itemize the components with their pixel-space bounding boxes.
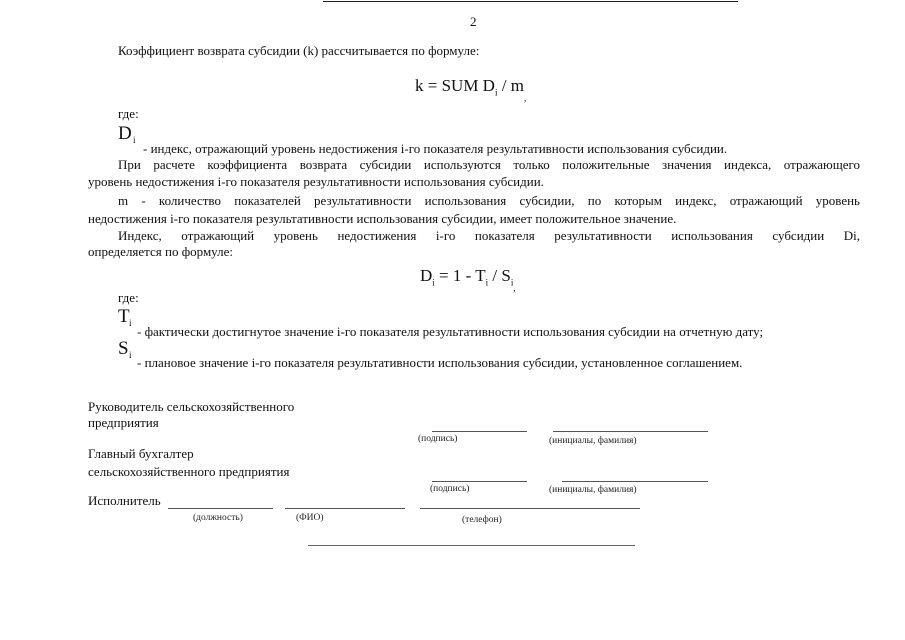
para2-line1: m - количество показателей результативности использования субсидии, по которым индекс, отражающий уровень bbox=[118, 193, 860, 208]
executor-position-caption: (должность) bbox=[193, 513, 243, 523]
head-initials-caption: (инициалы, фамилия) bbox=[549, 436, 637, 446]
si-symbol: S bbox=[118, 338, 129, 359]
para3-line1: Индекс, отражающий уровень недостижения i-го показателя результативности использования субсидии Di, bbox=[118, 228, 860, 243]
head-initials-line bbox=[553, 431, 708, 432]
where-label-2: где: bbox=[118, 290, 139, 305]
formula-k-rhs: / m bbox=[497, 76, 524, 95]
para3-line2: определяется по формуле: bbox=[88, 244, 233, 259]
formula-d-d: D bbox=[420, 266, 433, 285]
accountant-initials-line bbox=[562, 481, 708, 482]
executor-name-caption: (ФИО) bbox=[296, 513, 324, 523]
di-sub: i bbox=[133, 135, 136, 145]
accountant-initials-caption: (инициалы, фамилия) bbox=[549, 485, 637, 495]
formula-d-dsub: i bbox=[432, 277, 435, 288]
formula-d-mid: = 1 - T bbox=[434, 266, 486, 285]
para2-line2: недостижения i-го показателя результативности использования субсидии, имеет положительное значение. bbox=[88, 211, 677, 226]
para1-line1: При расчете коэффициента возврата субсидии используются только положительные значения индекса, отражающего bbox=[118, 157, 860, 172]
executor-label: Исполнитель bbox=[88, 493, 161, 508]
formula-d-tsub: i bbox=[485, 277, 489, 288]
formula-d-div: / S bbox=[488, 266, 511, 285]
formula-d-tail: , bbox=[513, 283, 516, 293]
di-definition: - индекс, отражающий уровень недостижения i-го показателя результативности использования субсидии. bbox=[143, 141, 728, 156]
si-sub: i bbox=[129, 350, 132, 360]
accountant-signature-line bbox=[432, 481, 527, 482]
accountant-label-line2: сельскохозяйственного предприятия bbox=[88, 464, 290, 479]
ti-definition: - фактически достигнутое значение i-го показателя результативности использования субсидии на отчетную дату; bbox=[137, 324, 764, 339]
ti-symbol: T bbox=[118, 306, 130, 327]
formula-k bbox=[415, 76, 526, 103]
si-definition: - плановое значение i-го показателя результативности использования субсидии, установленное соглашением. bbox=[137, 355, 743, 370]
ti-sub: i bbox=[129, 318, 132, 328]
executor-position-line bbox=[168, 508, 273, 509]
di-symbol: D bbox=[118, 123, 132, 144]
head-label-line2: предприятия bbox=[88, 415, 159, 430]
formula-k-lhs: k = SUM D bbox=[415, 76, 495, 95]
executor-phone-line bbox=[420, 508, 640, 509]
formula-k-tail: , bbox=[523, 93, 527, 103]
page-number: 2 bbox=[470, 14, 477, 29]
formula-d bbox=[420, 266, 516, 293]
bottom-rule bbox=[308, 545, 635, 546]
intro-text: Коэффициент возврата субсидии (k) рассчитывается по формуле: bbox=[118, 43, 480, 58]
top-rule bbox=[323, 1, 738, 2]
para1-line2: уровень недостижения i-го показателя результативности использования субсидии. bbox=[88, 174, 544, 189]
formula-k-sub: i bbox=[494, 87, 498, 98]
executor-phone-caption: (телефон) bbox=[462, 515, 502, 525]
where-label-1: где: bbox=[118, 106, 139, 121]
accountant-signature-caption: (подпись) bbox=[430, 484, 470, 494]
head-signature-caption: (подпись) bbox=[418, 434, 458, 444]
accountant-label-line1: Главный бухгалтер bbox=[88, 446, 194, 461]
executor-name-line bbox=[285, 508, 405, 509]
head-label-line1: Руководитель сельскохозяйственного bbox=[88, 399, 295, 414]
formula-d-ssub: i bbox=[510, 277, 514, 288]
head-signature-line bbox=[432, 431, 527, 432]
